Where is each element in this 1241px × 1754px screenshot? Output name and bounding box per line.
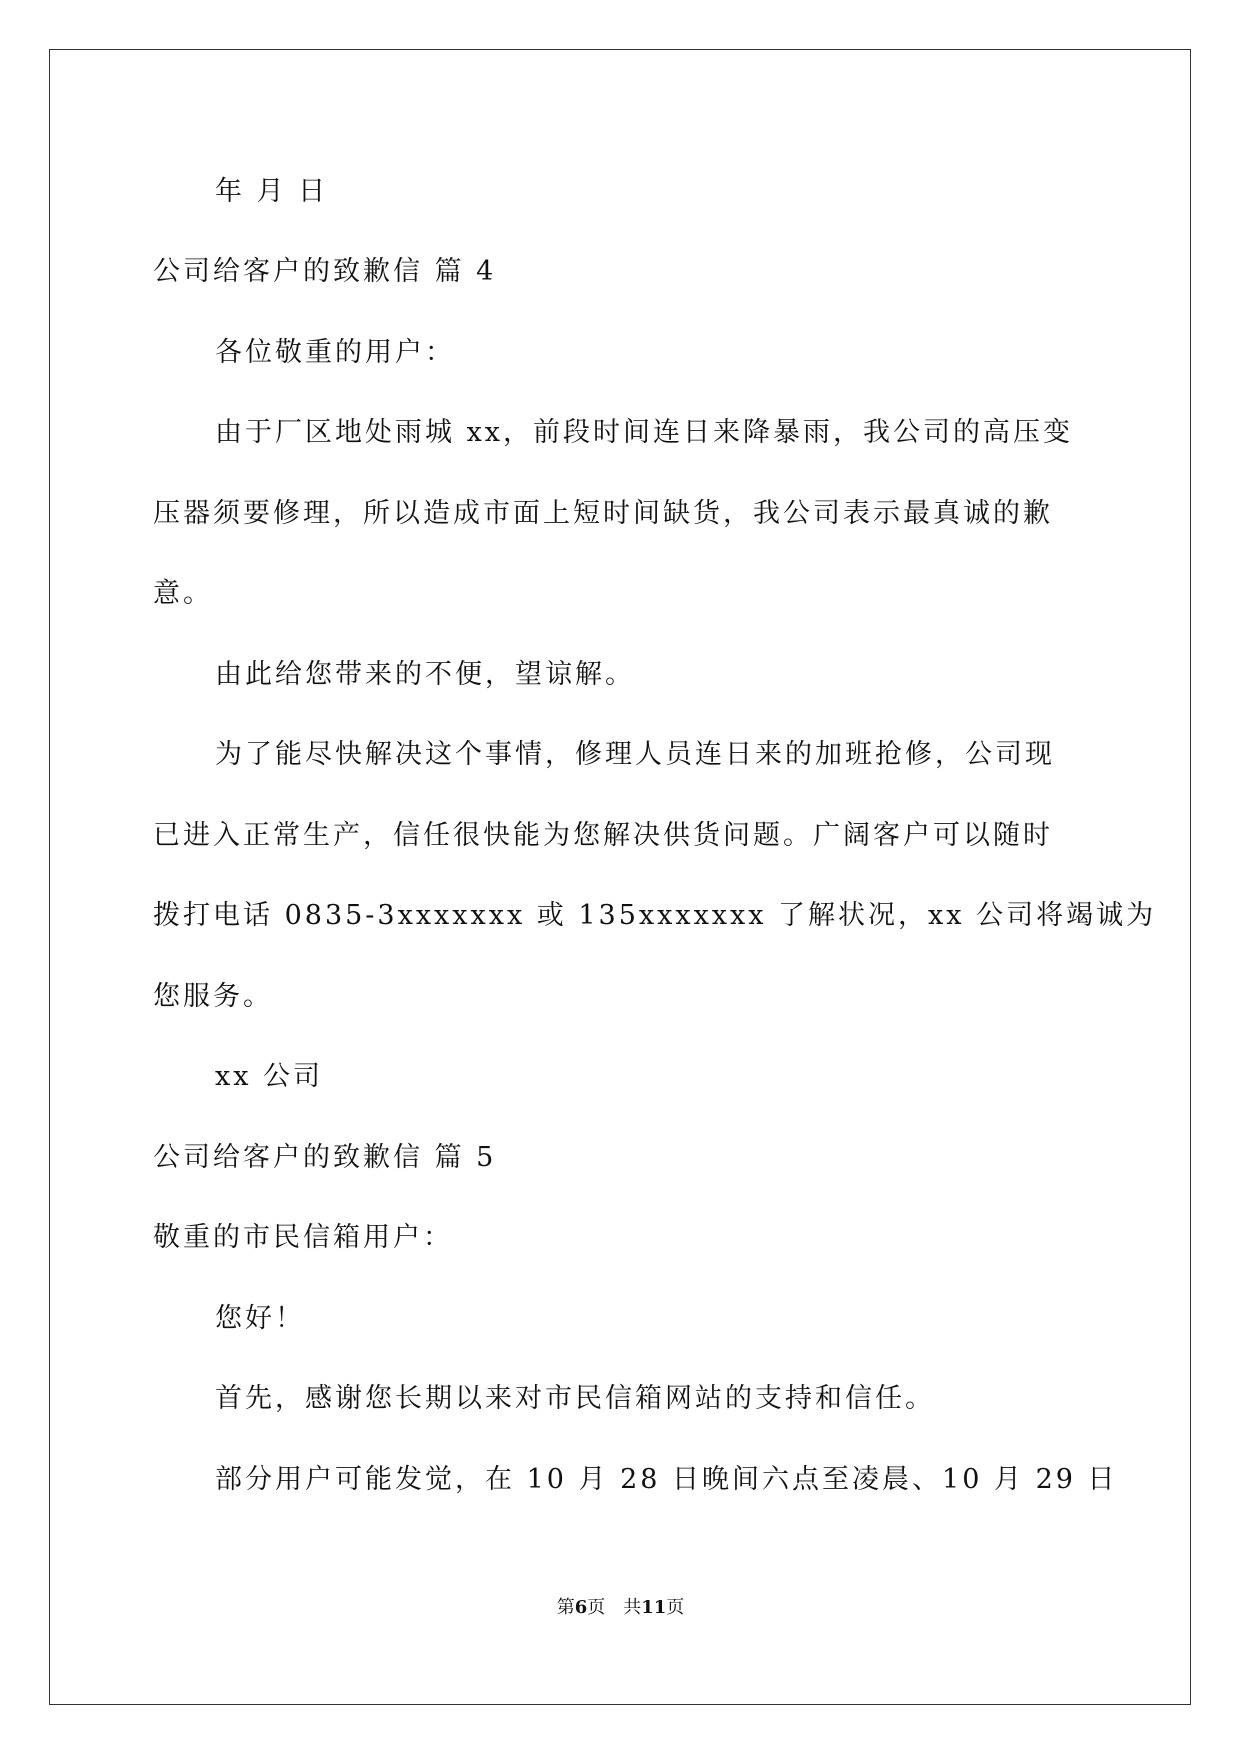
salutation: 敬重的市民信箱用户： [153, 1222, 453, 1253]
paragraph-line: 由此给您带来的不便，望谅解。 [215, 659, 635, 690]
footer-total-pages: 11 [641, 1597, 667, 1618]
paragraph-line: 已进入正常生产，信任很快能为您解决供货问题。广阔客户可以随时 [153, 820, 1053, 851]
footer-total-prefix: 共 [623, 1597, 642, 1618]
section-heading-4: 公司给客户的致歉信 篇 4 [153, 256, 497, 287]
paragraph-line: 部分用户可能发觉，在 10 月 28 日晚间六点至凌晨、10 月 29 日 [215, 1464, 1118, 1495]
greeting: 您好！ [215, 1303, 305, 1334]
footer-total-suffix: 页 [666, 1597, 685, 1618]
salutation: 各位敬重的用户： [215, 337, 455, 368]
footer-page-prefix: 第 [556, 1597, 575, 1618]
page-footer [0, 1597, 1241, 1619]
paragraph-line: 由于厂区地处雨城 xx，前段时间连日来降暴雨，我公司的高压变 [215, 417, 1074, 448]
paragraph-line: 压器须要修理，所以造成市面上短时间缺货，我公司表示最真诚的歉 [153, 498, 1053, 529]
paragraph-line: 为了能尽快解决这个事情，修理人员连日来的加班抢修，公司现 [215, 739, 1055, 770]
paragraph-line: 意。 [153, 578, 213, 609]
footer-page-suffix: 页 [587, 1597, 606, 1618]
section-heading-5: 公司给客户的致歉信 篇 5 [153, 1142, 497, 1173]
paragraph-line: 您服务。 [153, 981, 273, 1012]
date-line: 年 月 日 [215, 176, 329, 207]
paragraph-line: 首先，感谢您长期以来对市民信箱网站的支持和信任。 [215, 1383, 935, 1414]
footer-page-number: 6 [574, 1597, 588, 1618]
page-border [49, 49, 1191, 1705]
paragraph-line: 拨打电话 0835-3xxxxxxx 或 135xxxxxxx 了解状况，xx 公司将竭诚为 [153, 900, 1157, 931]
signature: xx 公司 [215, 1061, 324, 1092]
